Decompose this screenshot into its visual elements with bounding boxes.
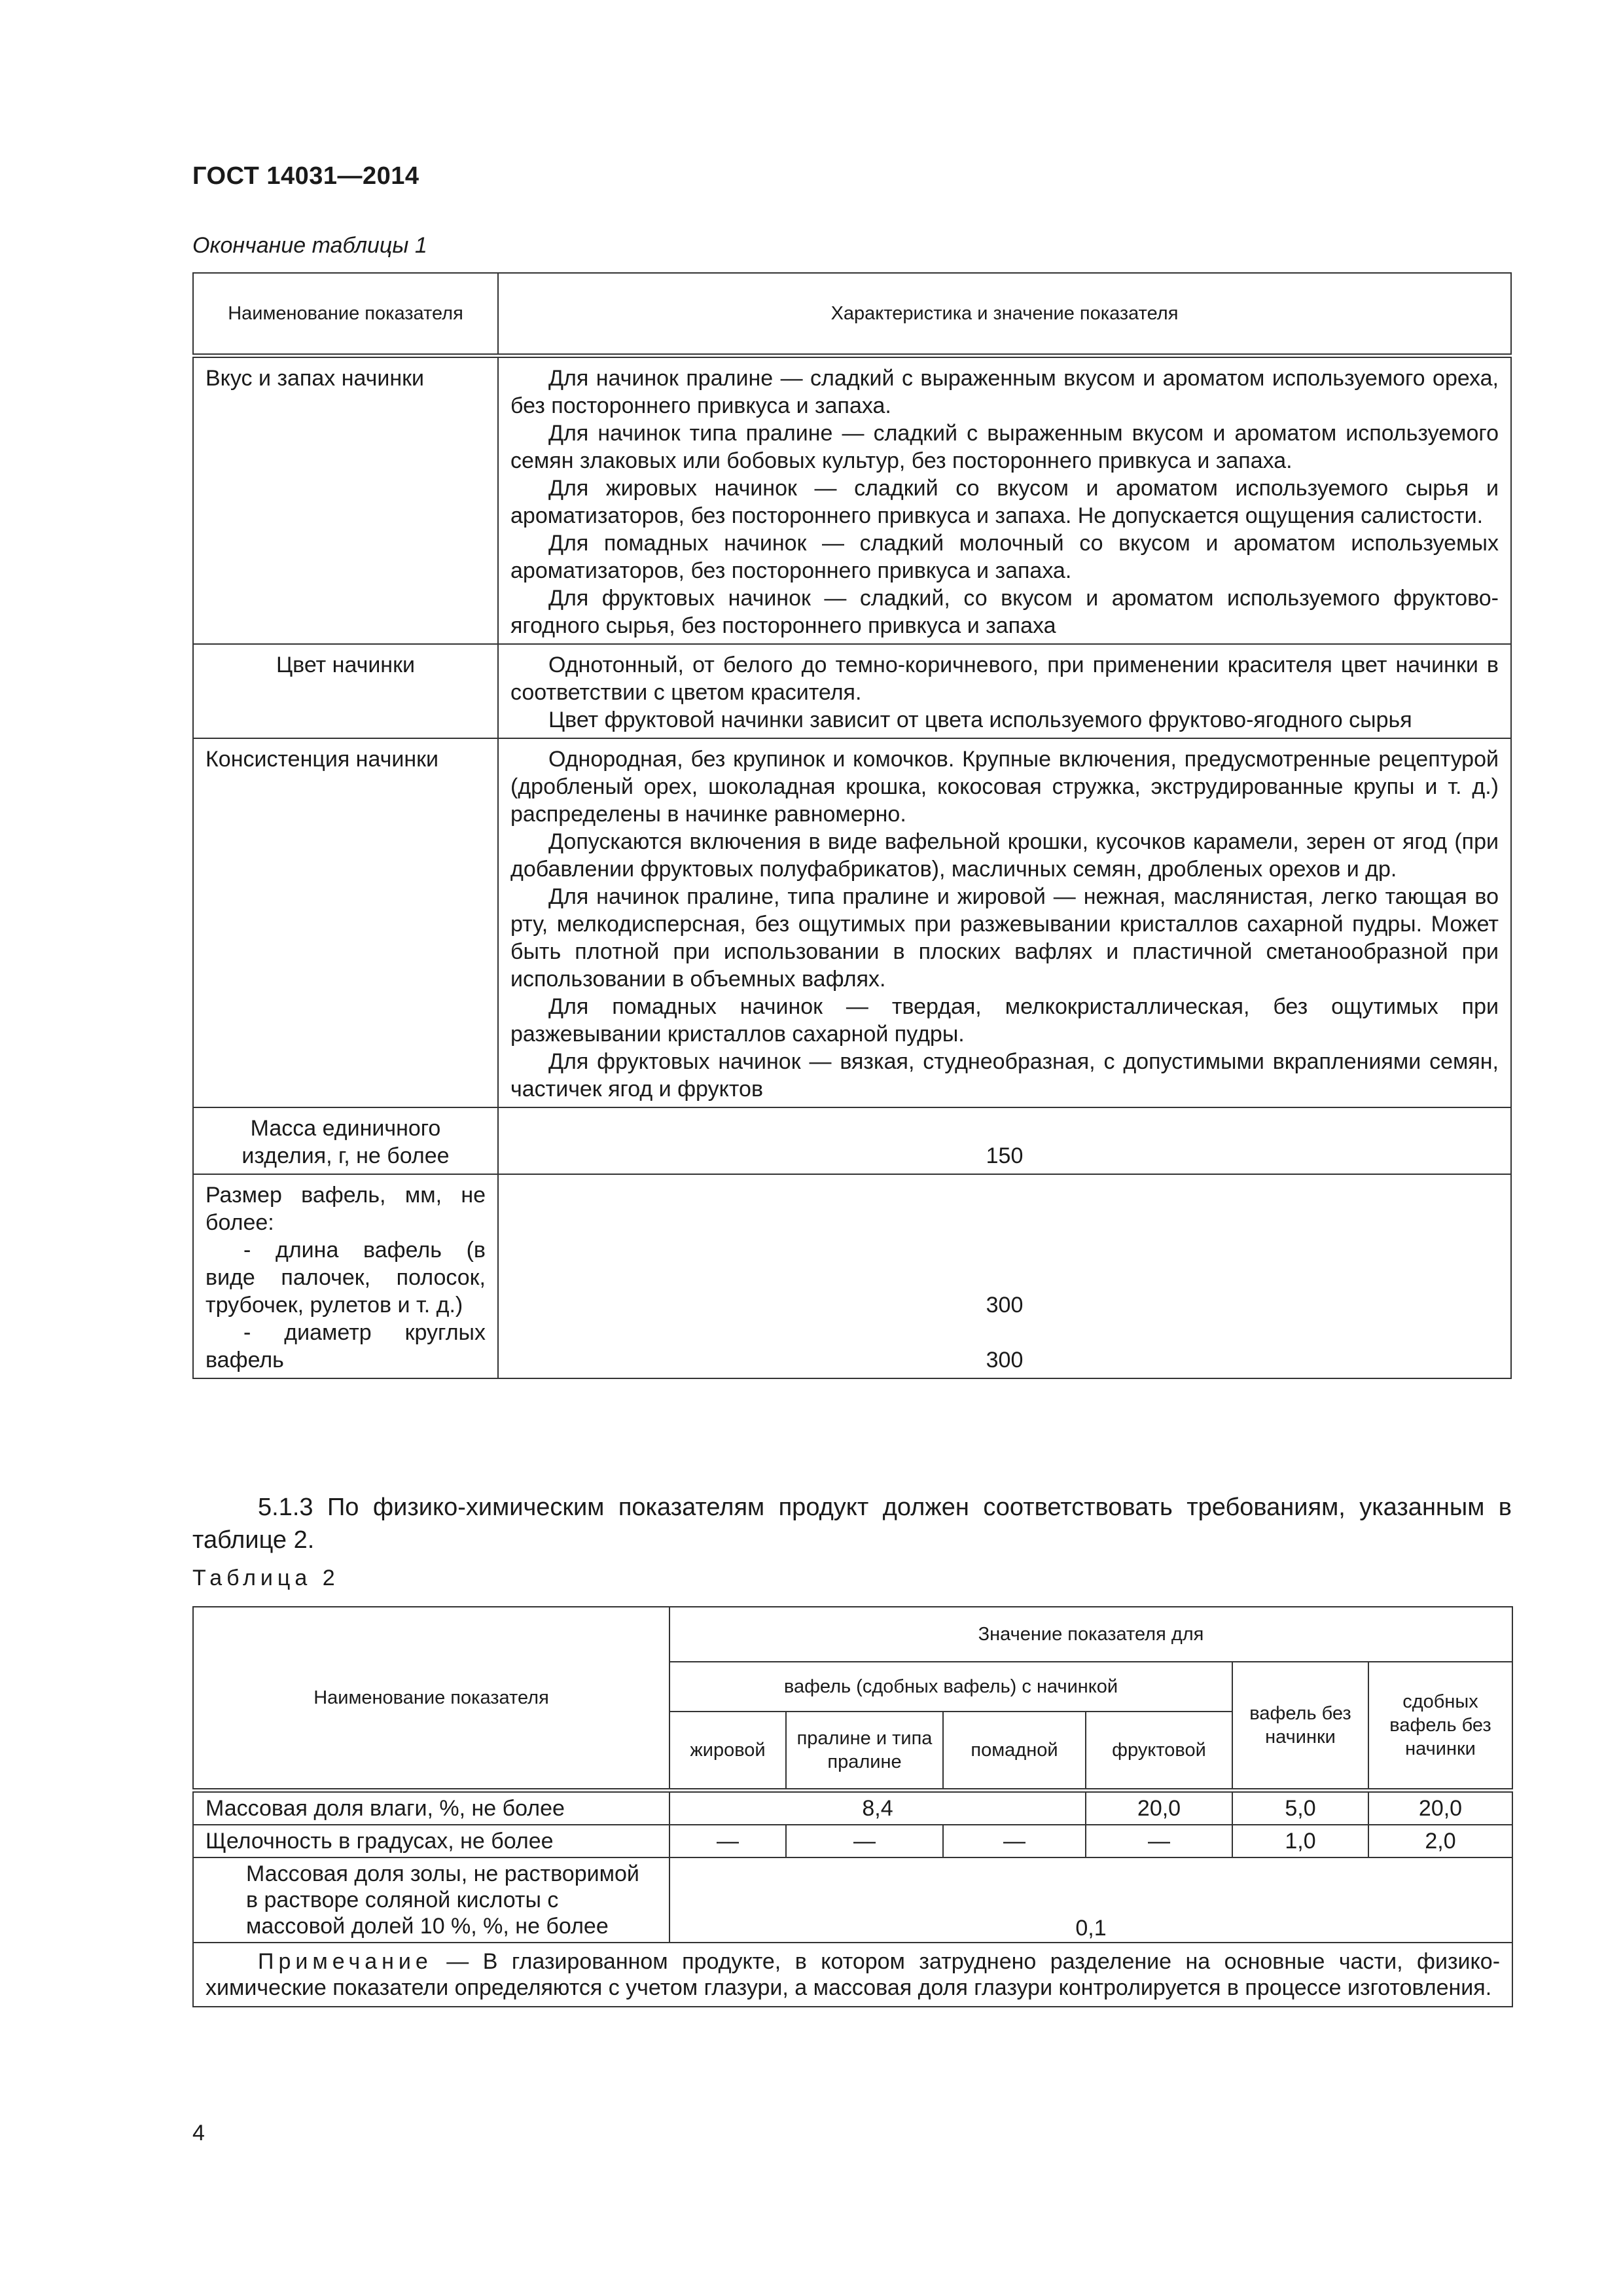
table1-header-row bbox=[193, 273, 1511, 356]
note-text: — В глазированном продукте, в котором затруднено разделение на основные части, физико-химические показатели определяются с учетом глазури, а массовая доля глазури контролируется в процессе изготовления. bbox=[205, 1948, 1501, 2000]
row-description bbox=[498, 644, 1511, 738]
table2-fondant-header: помадной bbox=[943, 1712, 1086, 1790]
size-length-text: - длина вафель (в виде палочек, полосок, трубочек, рулетов и т. д.) bbox=[205, 1238, 486, 1318]
description-paragraph: Для начинок пралине, типа пралине и жировой — нежная, маслянистая, легко тающая во рту, мелкодисперсная, без ощутимых при разжевывании кристаллов сахарной пудры. Может быть плотной при использовании в плоских вафлях и пластичной сметанообразной при использовании в объемных вафлях. bbox=[510, 884, 1499, 992]
table2-praline-header: пралине и типа пралине bbox=[786, 1712, 943, 1790]
document-code: ГОСТ 14031—2014 bbox=[192, 162, 419, 190]
table1-caption: Окончание таблицы 1 bbox=[192, 233, 427, 258]
description-paragraph: Допускаются включения в виде вафельной крошки, кусочков карамели, зерен от ягод (при добавлении фруктовых полуфабрикатов), масличных семян, дробленых орехов и др. bbox=[510, 829, 1499, 882]
row-description bbox=[498, 356, 1511, 645]
alkalinity-praline: — bbox=[786, 1825, 943, 1857]
table2-plain-header: вафель без начинки bbox=[1232, 1662, 1368, 1790]
row-name: Цвет начинки bbox=[193, 644, 498, 738]
table2-fruit-header: фруктовой bbox=[1086, 1712, 1232, 1790]
description-paragraph: Для начинок типа пралине — сладкий с выраженным вкусом и ароматом используемого семян злаковых или бобовых культур, без постороннего привкуса и запаха. bbox=[510, 421, 1499, 473]
row-name: Консистенция начинки bbox=[193, 738, 498, 1107]
row-name: Вкус и запах начинки bbox=[193, 356, 498, 645]
size-diameter-label bbox=[205, 1319, 486, 1374]
page-number: 4 bbox=[192, 2121, 205, 2145]
table-row bbox=[193, 1943, 1512, 2007]
alkalinity-plain: 1,0 bbox=[1232, 1825, 1368, 1857]
description-paragraph: Для помадных начинок — твердая, мелкокристаллическая, без ощутимых при разжевывании кристаллов сахарной пудры. bbox=[510, 994, 1499, 1047]
table-row bbox=[193, 1825, 1512, 1857]
size-row-values bbox=[498, 1174, 1511, 1378]
description-paragraph: Цвет фруктовой начинки зависит от цвета используемого фруктово-ягодного сырья bbox=[548, 708, 1412, 732]
moisture-fruit: 20,0 bbox=[1086, 1790, 1232, 1825]
moisture-filled: 8,4 bbox=[669, 1790, 1086, 1825]
alkalinity-name: Щелочность в градусах, не более bbox=[193, 1825, 669, 1857]
table-row bbox=[193, 738, 1511, 1107]
moisture-plain: 5,0 bbox=[1232, 1790, 1368, 1825]
moisture-rich-plain: 20,0 bbox=[1368, 1790, 1512, 1825]
table-row bbox=[193, 1174, 1511, 1378]
table2 bbox=[192, 1606, 1513, 2007]
size-intro: Размер вафель, мм, не более: bbox=[205, 1183, 486, 1235]
table2-caption: Таблица 2 bbox=[192, 1566, 340, 1590]
description-paragraph: Однородная, без крупинок и комочков. Крупные включения, предусмотренные рецептурой (дробленый орех, шоколадная крошка, кокосовая стружка, экструдированные крупы и т. д.) распределены в начинке равномерно. bbox=[510, 747, 1499, 827]
size-length-value: 300 bbox=[986, 1293, 1024, 1318]
table2-rich-plain-header: сдобных вафель без начинки bbox=[1368, 1662, 1512, 1790]
size-diameter-value: 300 bbox=[986, 1348, 1024, 1372]
moisture-name: Массовая доля влаги, %, не более bbox=[193, 1790, 669, 1825]
table-row bbox=[193, 644, 1511, 738]
table2-fat-header: жировой bbox=[669, 1712, 786, 1790]
description-paragraph: Для жировых начинок — сладкий со вкусом и ароматом используемого сырья и ароматизаторов, без постороннего привкуса и запаха. Не допускается ощущения салистости. bbox=[510, 476, 1499, 528]
description-paragraph: Для фруктовых начинок — сладкий, со вкусом и ароматом используемого фруктово-ягодного сырья, без постороннего привкуса и запаха bbox=[510, 586, 1499, 638]
table-row bbox=[193, 1790, 1512, 1825]
table-row bbox=[193, 1857, 1512, 1943]
table2-filled-header: вафель (сдобных вафель) с начинкой bbox=[669, 1662, 1232, 1712]
alkalinity-fondant: — bbox=[943, 1825, 1086, 1857]
mass-row-value: 150 bbox=[498, 1107, 1511, 1174]
mass-row-name: Масса единичного изделия, г, не более bbox=[193, 1107, 498, 1174]
size-length-label bbox=[205, 1236, 486, 1319]
size-diameter-text: - диаметр круглых вафель bbox=[205, 1320, 486, 1372]
table2-name-header: Наименование показателя bbox=[193, 1607, 669, 1790]
alkalinity-rich-plain: 2,0 bbox=[1368, 1825, 1512, 1857]
description-paragraph: Для фруктовых начинок — вязкая, студнеобразная, с допустимыми вкраплениями семян, частичек ягод и фруктов bbox=[510, 1049, 1499, 1102]
row-description bbox=[498, 738, 1511, 1107]
ash-name: Массовая доля золы, не растворимой в растворе соляной кислоты с массовой долей 10 %, %, не более bbox=[193, 1857, 669, 1943]
size-row-name bbox=[193, 1174, 498, 1378]
description-paragraph: Для помадных начинок — сладкий молочный со вкусом и ароматом используемых ароматизаторов, без постороннего привкуса и запаха. bbox=[510, 531, 1499, 583]
note-label: Примечание bbox=[258, 1948, 433, 1974]
table1-col2-header: Характеристика и значение показателя bbox=[498, 273, 1511, 356]
table-row bbox=[193, 1107, 1511, 1174]
paragraph-5-1-3: 5.1.3 По физико-химическим показателям продукт должен соответствовать требованиям, указанным в таблице 2. bbox=[192, 1494, 1512, 1554]
table-row bbox=[193, 356, 1511, 645]
description-paragraph: Для начинок пралине — сладкий с выраженным вкусом и ароматом используемого ореха, без постороннего привкуса и запаха. bbox=[510, 366, 1499, 418]
ash-value: 0,1 bbox=[669, 1857, 1512, 1943]
table1 bbox=[192, 272, 1512, 1379]
table1-col1-header: Наименование показателя bbox=[193, 273, 498, 356]
table2-note bbox=[193, 1943, 1512, 2007]
table2-header-row-1 bbox=[193, 1607, 1512, 1662]
description-paragraph: Однотонный, от белого до темно-коричневого, при применении красителя цвет начинки в соответствии с цветом красителя. bbox=[510, 653, 1499, 705]
alkalinity-fat: — bbox=[669, 1825, 786, 1857]
alkalinity-fruit: — bbox=[1086, 1825, 1232, 1857]
table2-value-header: Значение показателя для bbox=[669, 1607, 1512, 1662]
